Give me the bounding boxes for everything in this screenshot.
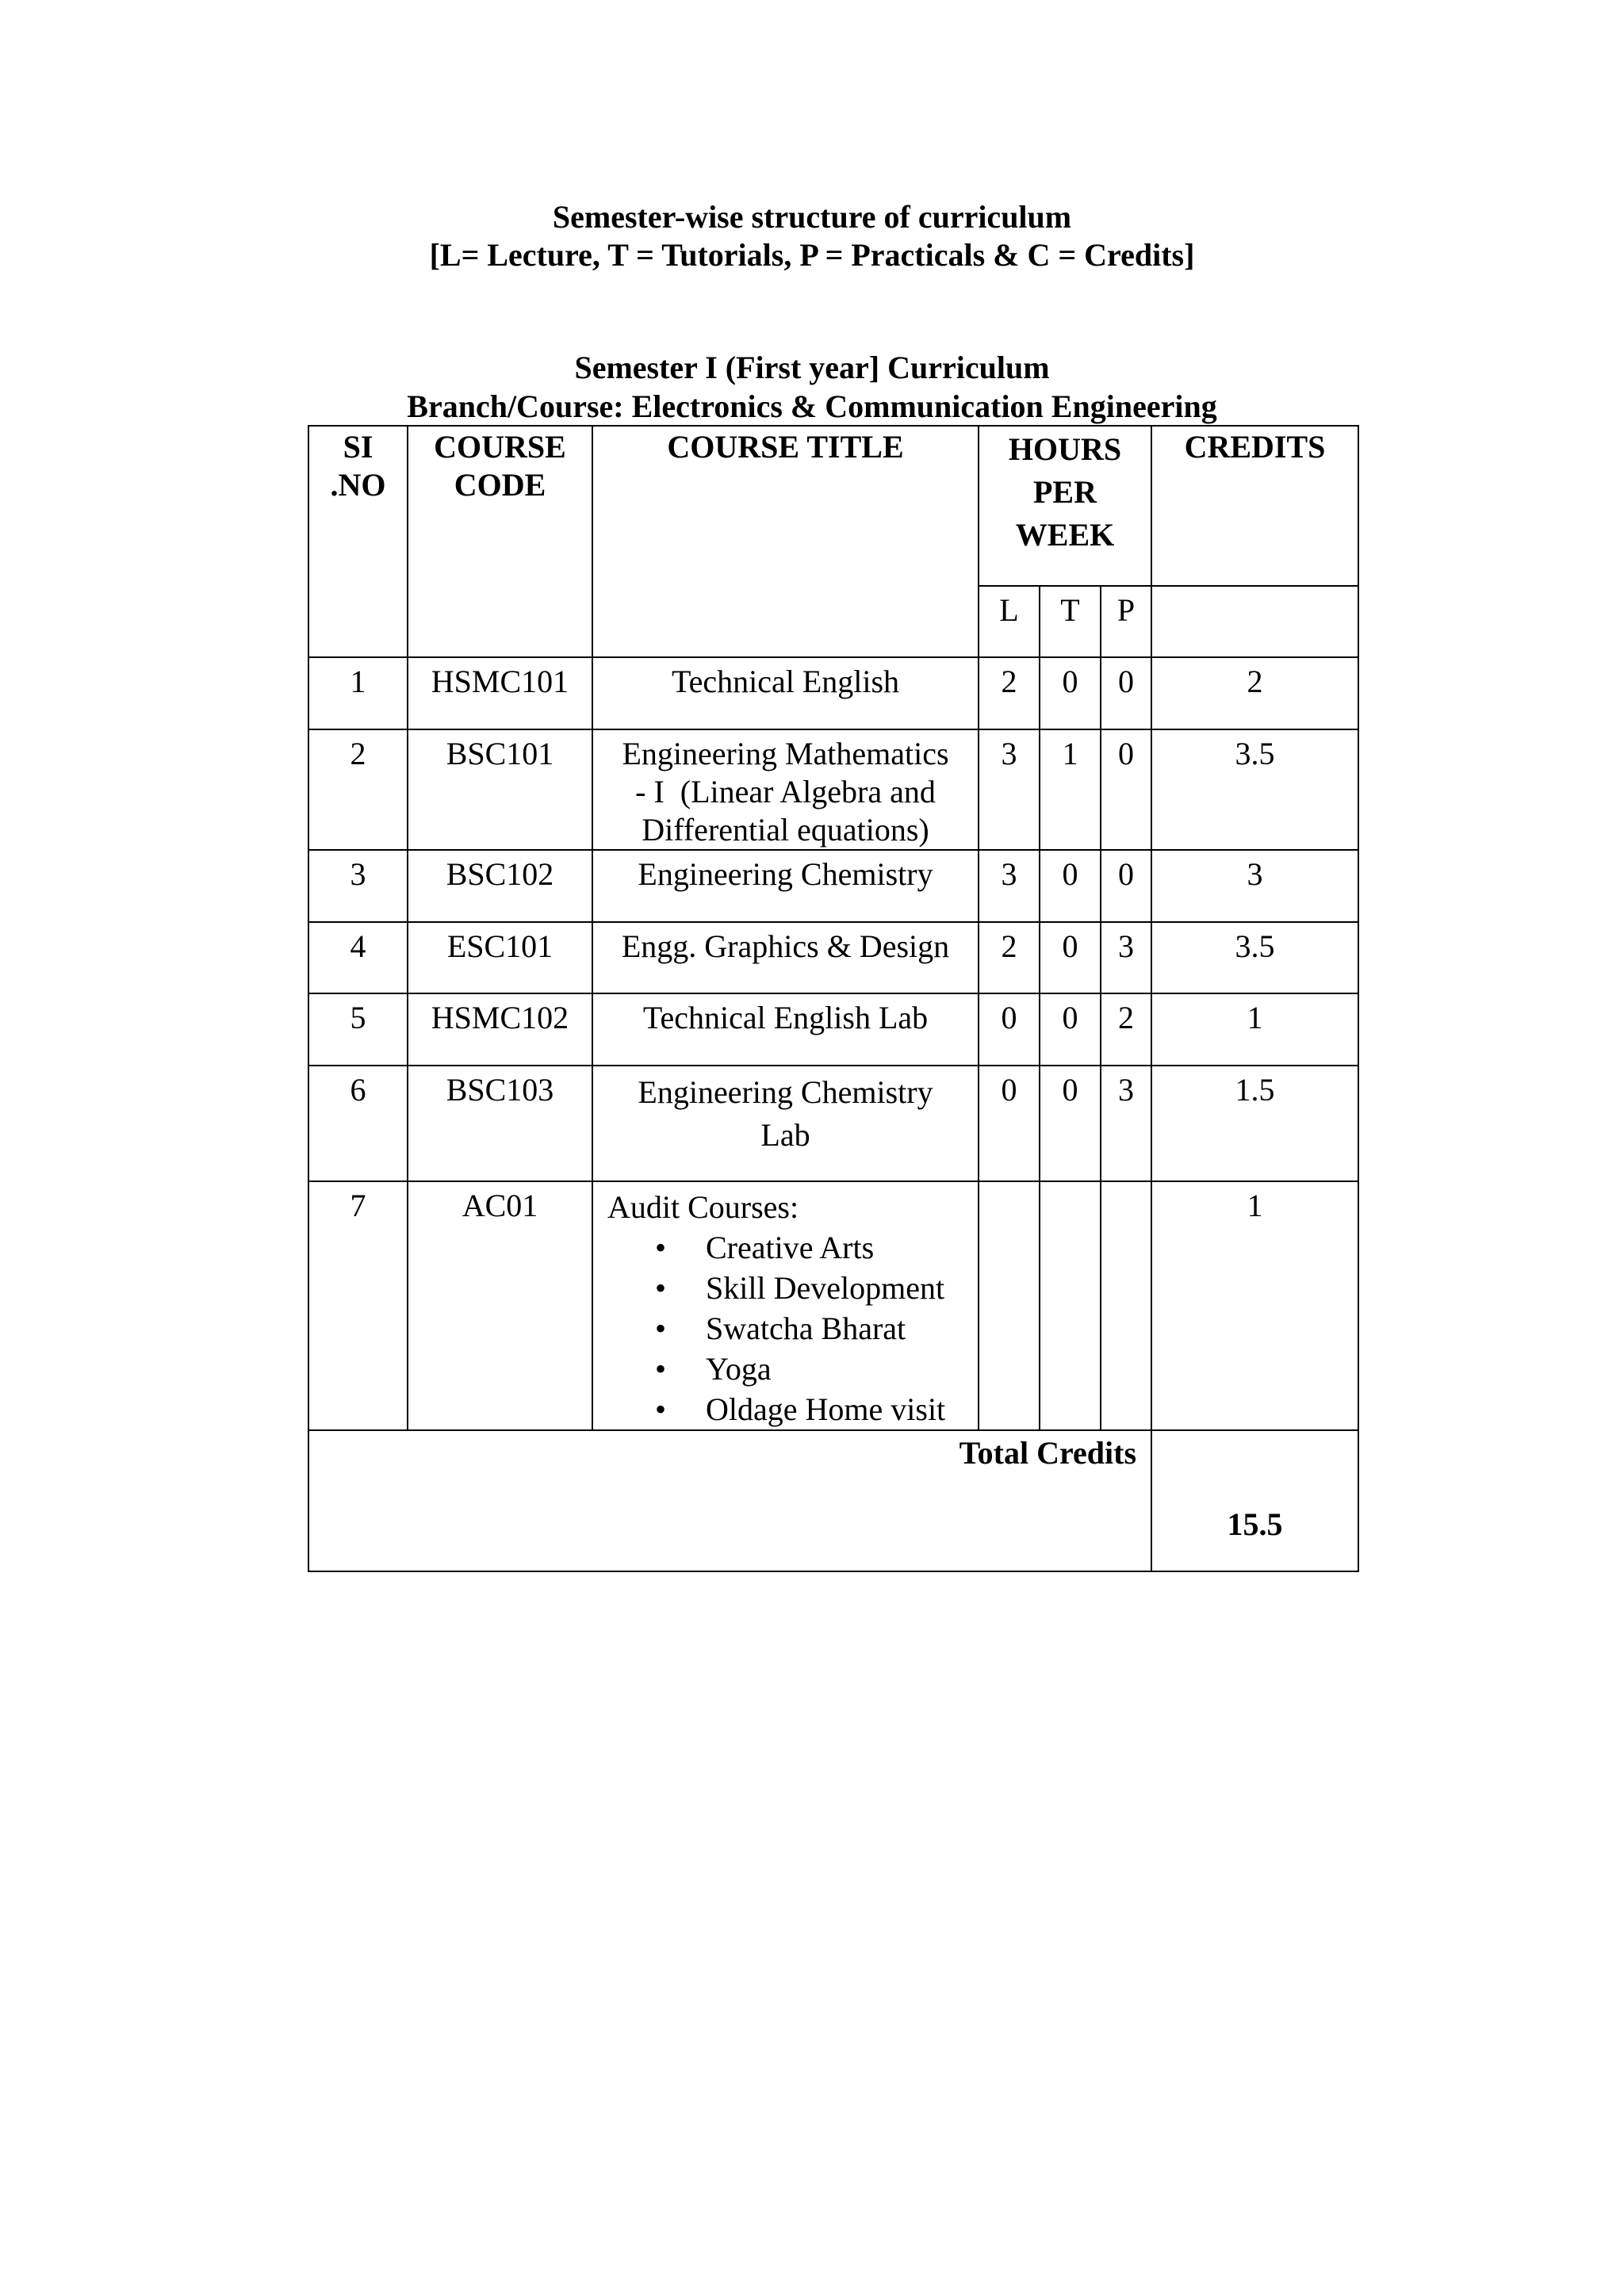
header-code-line1: COURSE: [434, 429, 566, 465]
cell-course-title: [592, 1066, 979, 1181]
cell-course-title: [592, 1181, 979, 1430]
cell-sino: 3: [308, 850, 408, 922]
header-credits-empty: [1151, 586, 1358, 657]
course-title-line: Lab: [760, 1117, 810, 1153]
cell-course-title: Technical English Lab: [592, 993, 979, 1066]
abbreviation-legend: [L= Lecture, T = Tutorials, P = Practicals & C = Credits]: [429, 237, 1195, 273]
cell-p: 0: [1101, 850, 1151, 922]
curriculum-table: [308, 425, 1359, 1572]
cell-course-code: ESC101: [408, 922, 592, 993]
cell-p: 0: [1101, 657, 1151, 729]
table-row: [308, 657, 1358, 729]
header-course-title: COURSE TITLE: [592, 426, 979, 657]
cell-t: 0: [1040, 1066, 1101, 1181]
header-hours-per-week: [979, 426, 1151, 586]
cell-l: 0: [979, 1066, 1040, 1181]
header-sino: [308, 426, 408, 657]
cell-l: [979, 1181, 1040, 1430]
cell-p: [1101, 1181, 1151, 1430]
cell-credits: 1.5: [1151, 1066, 1358, 1181]
cell-l: 2: [979, 657, 1040, 729]
audit-courses-list: [607, 1227, 978, 1429]
cell-t: 0: [1040, 922, 1101, 993]
table-row: [308, 1181, 1358, 1430]
cell-sino: 5: [308, 993, 408, 1066]
cell-t: 0: [1040, 657, 1101, 729]
cell-course-code: AC01: [408, 1181, 592, 1430]
list-item: • Oldage Home visit: [607, 1389, 978, 1429]
semester-heading: Semester I (First year] Curriculum: [574, 350, 1050, 385]
header-hours-line3: WEEK: [1015, 517, 1115, 553]
cell-credits: 1: [1151, 1181, 1358, 1430]
audit-courses-label: Audit Courses:: [607, 1189, 799, 1225]
header-code-line2: CODE: [454, 467, 546, 503]
cell-l: 0: [979, 993, 1040, 1066]
list-item: • Creative Arts: [607, 1227, 978, 1268]
header-credits: CREDITS: [1151, 426, 1358, 586]
table-header-row: [308, 426, 1358, 586]
list-item: • Swatcha Bharat: [607, 1308, 978, 1349]
cell-t: 1: [1040, 729, 1101, 850]
cell-credits: 3.5: [1151, 729, 1358, 850]
header-p: P: [1101, 586, 1151, 657]
table-row: [308, 922, 1358, 993]
cell-sino: 4: [308, 922, 408, 993]
cell-course-code: BSC101: [408, 729, 592, 850]
cell-sino: 2: [308, 729, 408, 850]
cell-t: 0: [1040, 850, 1101, 922]
document-title: Semester-wise structure of curriculum: [552, 199, 1072, 235]
cell-l: 2: [979, 922, 1040, 993]
course-title-line: Engineering Mathematics: [622, 736, 949, 771]
cell-course-title: Technical English: [592, 657, 979, 729]
table-row: [308, 850, 1358, 922]
table-row: [308, 1066, 1358, 1181]
header-t: T: [1040, 586, 1101, 657]
course-title-line: - I (Linear Algebra and: [635, 774, 936, 809]
cell-course-code: HSMC102: [408, 993, 592, 1066]
header-sino-line2: .NO: [330, 467, 386, 503]
header-sino-line1: SI: [343, 429, 373, 465]
header-course-code: [408, 426, 592, 657]
table-row: [308, 993, 1358, 1066]
cell-l: 3: [979, 850, 1040, 922]
cell-credits: 3.5: [1151, 922, 1358, 993]
total-credits-value: 15.5: [1151, 1430, 1358, 1571]
course-title-line: Differential equations): [642, 812, 929, 848]
cell-credits: 2: [1151, 657, 1358, 729]
cell-t: 0: [1040, 993, 1101, 1066]
header-hours-line1: HOURS: [1008, 431, 1122, 467]
header-l: L: [979, 586, 1040, 657]
cell-sino: 1: [308, 657, 408, 729]
total-credits-label: Total Credits: [308, 1430, 1151, 1571]
cell-credits: 1: [1151, 993, 1358, 1066]
cell-p: 3: [1101, 922, 1151, 993]
cell-course-code: BSC103: [408, 1066, 592, 1181]
cell-course-code: BSC102: [408, 850, 592, 922]
header-hours-line2: PER: [1033, 474, 1097, 510]
cell-sino: 7: [308, 1181, 408, 1430]
cell-course-title: [592, 729, 979, 850]
course-title-line: Engineering Chemistry: [638, 1074, 933, 1110]
cell-p: 0: [1101, 729, 1151, 850]
total-row: [308, 1430, 1358, 1571]
cell-p: 3: [1101, 1066, 1151, 1181]
cell-p: 2: [1101, 993, 1151, 1066]
table-row: [308, 729, 1358, 850]
list-item: • Yoga: [607, 1349, 978, 1389]
cell-course-code: HSMC101: [408, 657, 592, 729]
cell-t: [1040, 1181, 1101, 1430]
branch-heading: Branch/Course: Electronics & Communication Engineering: [407, 388, 1217, 424]
cell-credits: 3: [1151, 850, 1358, 922]
cell-course-title: Engg. Graphics & Design: [592, 922, 979, 993]
cell-sino: 6: [308, 1066, 408, 1181]
cell-l: 3: [979, 729, 1040, 850]
list-item: • Skill Development: [607, 1268, 978, 1308]
cell-course-title: Engineering Chemistry: [592, 850, 979, 922]
